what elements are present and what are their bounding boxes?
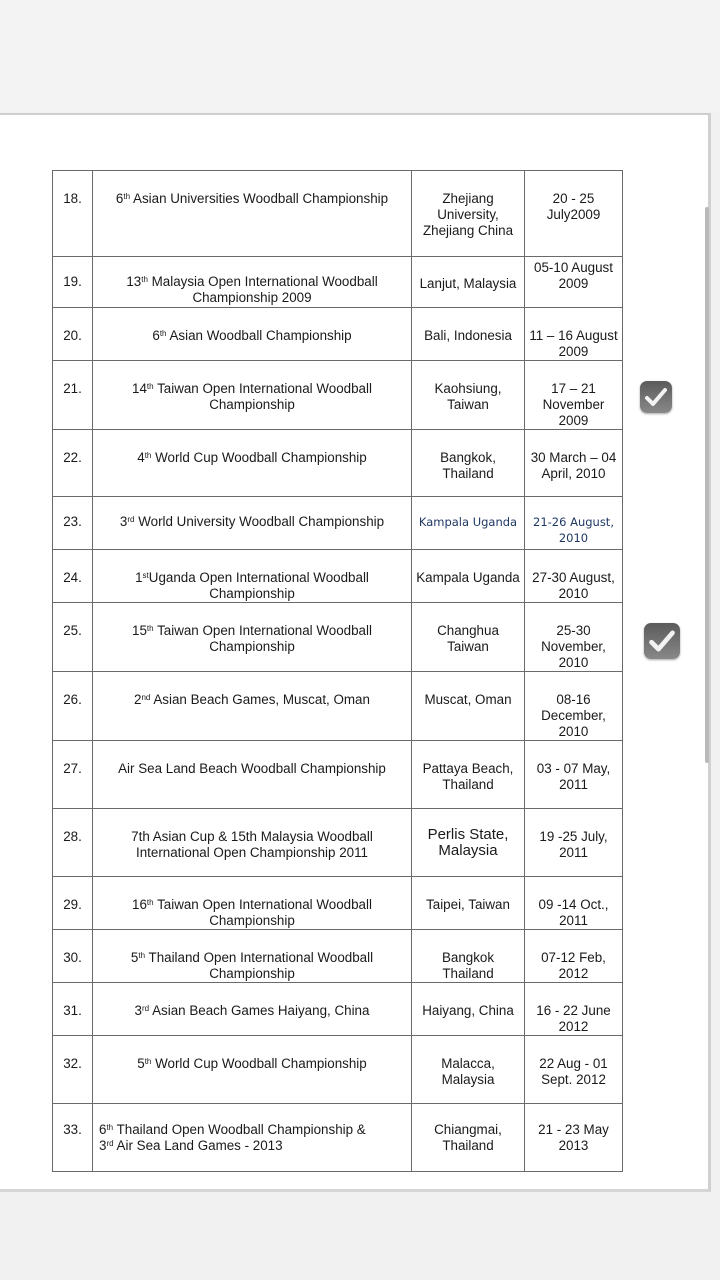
date-text: 09 -14 Oct., 2011 xyxy=(538,897,609,928)
date-text: 17 – 21 November 2009 xyxy=(542,381,605,428)
row-number: 30. xyxy=(63,950,82,965)
top-bar xyxy=(0,0,720,112)
ordinal-suffix: rd xyxy=(106,1139,114,1148)
event-cell xyxy=(93,550,412,603)
row-number-cell xyxy=(53,1104,93,1172)
date-text: 16 - 22 June 2012 xyxy=(536,1003,611,1034)
row-number-cell xyxy=(53,930,93,983)
venue-text: Changhua Taiwan xyxy=(437,623,499,654)
venue-cell xyxy=(412,930,525,983)
event-text: 16 xyxy=(132,897,147,912)
venue-text: Kaohsiung, Taiwan xyxy=(434,381,502,412)
date-text: 21-26 August, 2010 xyxy=(533,515,614,545)
venue-text: Haiyang, China xyxy=(422,1003,514,1018)
date-text: 11 – 16 August 2009 xyxy=(529,328,618,359)
event-cell xyxy=(93,361,412,430)
event-text: 6 xyxy=(99,1122,107,1137)
row-number-cell xyxy=(53,550,93,603)
table-row xyxy=(53,930,623,983)
row-number: 27. xyxy=(63,761,82,776)
row-number: 26. xyxy=(63,692,82,707)
ordinal-suffix: rd xyxy=(142,1004,150,1013)
event-cell xyxy=(93,257,412,308)
row-number: 20. xyxy=(63,328,82,343)
event-text: World Cup Woodball Championship xyxy=(151,1056,367,1071)
ordinal-suffix: th xyxy=(144,451,152,460)
date-text: 07-12 Feb, 2012 xyxy=(541,950,606,981)
event-text: Thailand Open Woodball Championship & xyxy=(113,1122,366,1137)
event-text: Asian Universities Woodball Championship xyxy=(130,191,389,206)
event-cell xyxy=(93,603,412,672)
event-text: 2 xyxy=(134,692,142,707)
event-text: 4 xyxy=(137,450,145,465)
venue-text: Pattaya Beach, Thailand xyxy=(422,761,514,792)
date-cell xyxy=(525,308,623,361)
row-number-cell xyxy=(53,809,93,877)
checkmark-button-1[interactable] xyxy=(640,381,672,413)
scrollbar[interactable] xyxy=(705,207,709,763)
row-number-cell xyxy=(53,308,93,361)
event-text: Taiwan Open International Woodball Championship xyxy=(153,381,372,412)
table-row xyxy=(53,257,623,308)
row-number: 33. xyxy=(63,1122,82,1137)
table-row xyxy=(53,550,623,603)
ordinal-suffix: rd xyxy=(127,515,135,524)
row-number: 25. xyxy=(63,623,82,638)
date-text: 21 - 23 May 2013 xyxy=(538,1122,609,1153)
date-text: 05-10 August 2009 xyxy=(534,260,613,291)
venue-text: Bangkok Thailand xyxy=(441,950,495,981)
date-cell xyxy=(525,983,623,1036)
ordinal-suffix: th xyxy=(123,192,131,201)
row-number: 32. xyxy=(63,1056,82,1071)
ordinal-suffix: th xyxy=(138,951,146,960)
event-text: Taiwan Open International Woodball Championship xyxy=(153,897,372,928)
checkmark-button-2[interactable] xyxy=(644,623,680,659)
date-text: 03 - 07 May, 2011 xyxy=(536,761,611,792)
event-cell xyxy=(93,930,412,983)
date-text: 25-30 November, 2010 xyxy=(541,623,606,670)
event-text: 3 xyxy=(119,514,128,529)
table-row xyxy=(53,983,623,1036)
row-number-cell xyxy=(53,603,93,672)
date-text: 08-16 December, 2010 xyxy=(541,692,606,739)
table-row xyxy=(53,1104,623,1172)
table-row xyxy=(53,308,623,361)
event-text: Asian Beach Games Haiyang, China xyxy=(149,1003,370,1018)
row-number: 19. xyxy=(63,274,82,289)
venue-text: Perlis State, Malaysia xyxy=(427,826,509,859)
venue-cell xyxy=(412,877,525,930)
event-text: Asian Woodball Championship xyxy=(166,328,352,343)
row-number: 24. xyxy=(63,570,82,585)
date-cell xyxy=(525,430,623,497)
event-text: 14 xyxy=(132,381,147,396)
event-text: Malaysia Open International Woodball Championship 2009 xyxy=(147,274,378,305)
table-row xyxy=(53,672,623,741)
venue-cell xyxy=(412,308,525,361)
venue-cell xyxy=(412,983,525,1036)
row-number-cell xyxy=(53,497,93,550)
ordinal-suffix: th xyxy=(146,898,154,907)
ordinal-suffix: th xyxy=(146,382,154,391)
venue-text: Bali, Indonesia xyxy=(424,328,512,343)
venue-text: Kampala Uganda xyxy=(416,570,520,585)
venue-cell xyxy=(412,171,525,257)
event-cell xyxy=(93,672,412,741)
event-cell xyxy=(93,497,412,550)
venue-cell xyxy=(412,497,525,550)
event-text: 1 xyxy=(135,570,143,585)
table-row xyxy=(53,809,623,877)
row-number: 31. xyxy=(63,1003,82,1018)
table-row xyxy=(53,877,623,930)
row-number-cell xyxy=(53,672,93,741)
venue-cell xyxy=(412,603,525,672)
date-cell xyxy=(525,741,623,809)
venue-cell xyxy=(412,1104,525,1172)
table-row xyxy=(53,1036,623,1104)
date-cell xyxy=(525,672,623,741)
date-text: 22 Aug - 01 Sept. 2012 xyxy=(539,1056,608,1087)
venue-text: Bangkok, Thailand xyxy=(440,450,496,481)
ordinal-suffix: th xyxy=(144,1057,152,1066)
event-text: Uganda Open International Woodball Championship xyxy=(148,570,369,601)
date-cell xyxy=(525,550,623,603)
ordinal-suffix: th xyxy=(159,329,167,338)
event-text: Air Sea Land Games - 2013 xyxy=(113,1138,283,1153)
event-text: 6 xyxy=(115,191,124,206)
venue-cell xyxy=(412,361,525,430)
event-text: World University Woodball Championship xyxy=(134,514,385,529)
date-cell xyxy=(525,171,623,257)
date-text: 27-30 August, 2010 xyxy=(532,570,615,601)
date-cell xyxy=(525,603,623,672)
event-text: World Cup Woodball Championship xyxy=(151,450,367,465)
table-row xyxy=(53,497,623,550)
venue-cell xyxy=(412,741,525,809)
row-number-cell xyxy=(53,983,93,1036)
event-cell xyxy=(93,983,412,1036)
venue-text: Lanjut, Malaysia xyxy=(419,276,517,291)
row-number: 29. xyxy=(63,897,82,912)
events-table xyxy=(52,170,623,1172)
row-number: 21. xyxy=(63,381,82,396)
table-row xyxy=(53,361,623,430)
event-text: Taiwan Open International Woodball Championship xyxy=(153,623,372,654)
event-cell xyxy=(93,1036,412,1104)
event-text: Asian Beach Games, Muscat, Oman xyxy=(150,692,370,707)
ordinal-suffix: th xyxy=(146,624,154,633)
row-number-cell xyxy=(53,171,93,257)
table-row xyxy=(53,741,623,809)
checkmark-icon xyxy=(648,627,676,655)
row-number-cell xyxy=(53,741,93,809)
row-number-cell xyxy=(53,361,93,430)
event-text: Air Sea Land Beach Woodball Championship xyxy=(118,761,386,776)
ordinal-suffix: st xyxy=(142,571,149,580)
ordinal-suffix: th xyxy=(106,1123,114,1132)
row-number-cell xyxy=(53,877,93,930)
event-cell xyxy=(93,809,412,877)
row-number: 23. xyxy=(63,514,82,529)
event-cell xyxy=(93,741,412,809)
checkmark-icon xyxy=(644,385,668,409)
venue-cell xyxy=(412,809,525,877)
row-number: 22. xyxy=(63,450,82,465)
venue-cell xyxy=(412,1036,525,1104)
date-cell xyxy=(525,1104,623,1172)
row-number-cell xyxy=(53,1036,93,1104)
row-number-cell xyxy=(53,430,93,497)
date-text: 19 -25 July, 2011 xyxy=(539,829,608,860)
date-cell xyxy=(525,877,623,930)
venue-text: Taipei, Taiwan xyxy=(426,897,510,912)
event-text: 5 xyxy=(130,950,139,965)
venue-cell xyxy=(412,550,525,603)
event-cell xyxy=(93,1104,412,1172)
event-text: 6 xyxy=(152,328,160,343)
venue-text: Malacca, Malaysia xyxy=(441,1056,495,1087)
row-number: 28. xyxy=(63,829,82,844)
event-text: 15 xyxy=(132,623,147,638)
date-cell xyxy=(525,930,623,983)
row-number-cell xyxy=(53,257,93,308)
ordinal-suffix: th xyxy=(141,275,148,284)
event-text: 13 xyxy=(126,274,142,289)
event-text: 3 xyxy=(99,1138,107,1153)
date-cell xyxy=(525,497,623,550)
venue-cell xyxy=(412,257,525,308)
table-row xyxy=(53,430,623,497)
event-cell xyxy=(93,171,412,257)
venue-text: Chiangmai, Thailand xyxy=(434,1122,502,1153)
event-text: 5 xyxy=(137,1056,145,1071)
event-text: Thailand Open International Woodball Championship xyxy=(145,950,374,981)
date-text: 30 March – 04 April, 2010 xyxy=(530,450,617,481)
venue-cell xyxy=(412,672,525,741)
event-text: 3 xyxy=(134,1003,142,1018)
venue-cell xyxy=(412,430,525,497)
venue-text: Muscat, Oman xyxy=(424,692,512,707)
table-row xyxy=(53,603,623,672)
event-text: 7th Asian Cup & 15th Malaysia Woodball International Open Championship 2011 xyxy=(131,829,373,860)
date-cell xyxy=(525,257,623,308)
date-cell xyxy=(525,1036,623,1104)
table-row xyxy=(53,171,623,257)
venue-text: Zhejiang University, Zhejiang China xyxy=(422,191,514,238)
row-number: 18. xyxy=(63,191,82,206)
event-cell xyxy=(93,877,412,930)
date-text: 20 - 25 July2009 xyxy=(546,191,601,222)
venue-text: Kampala Uganda xyxy=(418,515,518,529)
date-cell xyxy=(525,809,623,877)
date-cell xyxy=(525,361,623,430)
event-cell xyxy=(93,430,412,497)
event-cell xyxy=(93,308,412,361)
ordinal-suffix: nd xyxy=(141,693,151,702)
